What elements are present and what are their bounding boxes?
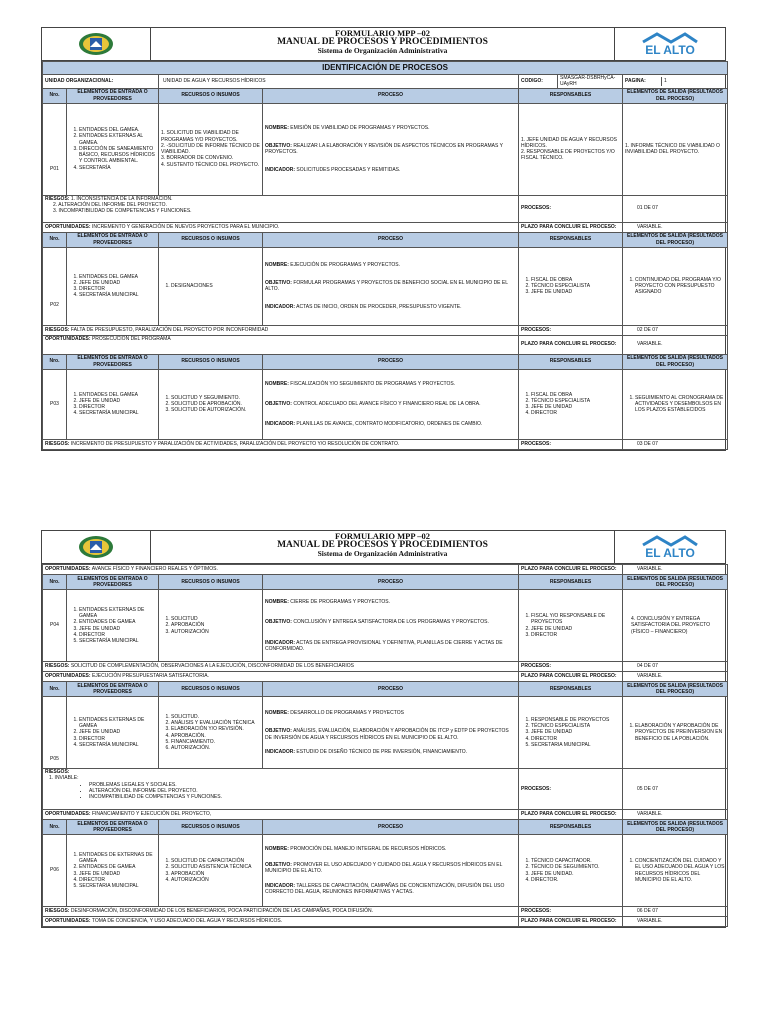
col-salida: ELEMENTOS DE SALIDA (RESULTADOS DEL PROCESO) (623, 820, 728, 835)
list-item: 1. SEGUIMIENTO AL CRONOGRAMA DE ACTIVIDADES Y DESEMBOLSOS EN LOS PLAZOS ESTABLECIDOS (635, 395, 725, 414)
objetivo-value: REALIZAR LA ELABORACIÓN Y REVISIÓN DE ASPECTOS TÉCNICOS EN PROGRAMAS Y PROYECTOS. (265, 142, 503, 155)
process-number: P03 (43, 369, 67, 439)
list-item: 4. SECRETARÍA MUNICIPAL (79, 742, 156, 748)
list-item: 2. JEFE DE UNIDAD (79, 398, 156, 404)
col-proceso: PROCESO (263, 820, 519, 835)
col-responsables: RESPONSABLES (519, 682, 623, 697)
process-table-2 (42, 564, 728, 927)
column-header-row (43, 820, 728, 835)
list-item: 2. SOLICITUD ASISTENCIA TÉCNICA (171, 864, 260, 870)
recursos-list (159, 697, 263, 769)
col-recursos: RECURSOS O INSUMOS (159, 820, 263, 835)
col-entrada: ELEMENTOS DE ENTRADA O PROVEEDORES (67, 682, 159, 697)
list-item: 2. APROBACIÓN (171, 622, 260, 628)
nombre-label: NOMBRE: (265, 261, 289, 268)
objetivo-value: CONCLUSIÓN Y ENTREGA SATISFACTORIA DE LOS PROGRAMAS Y PROYECTOS. (293, 619, 489, 626)
el-alto-logo (614, 28, 725, 60)
list-item: 4. DIRECTOR. (531, 877, 620, 883)
procesos-label: PROCESOS: (519, 662, 623, 672)
nombre-value: CIERRE DE PROGRAMAS Y PROYECTOS. (290, 599, 391, 605)
riesgos-cell (43, 325, 519, 335)
el-alto-logo (614, 531, 725, 563)
list-item: 3. APROBACIÓN (171, 871, 260, 877)
col-nro: Nro. (43, 232, 67, 247)
indicador-value: PLANILLAS DE AVANCE, CONTRATO MODIFICATORIO, ORDENES DE CAMBIO. (296, 421, 483, 428)
objetivo-label: OBJETIVO: (265, 400, 292, 407)
riesgos-cell (43, 662, 519, 672)
list-item: 1. CONCIENTIZACIÓN DEL CUIDADO Y EL USO ADECUADO DEL AGUA Y LOS RECURSOS HÍDRICOS DEL MUNICIPIO DE EL ALTO. (635, 858, 725, 883)
col-salida: ELEMENTOS DE SALIDA (RESULTADOS DEL PROCESO) (623, 575, 728, 590)
list-item: 2. ENTIDADES DE GAMEA (79, 619, 156, 625)
list-item: 2. JEFE DE UNIDAD (79, 280, 156, 286)
list-item: 3. JEFE DE UNIDAD (79, 626, 156, 632)
salida-list (623, 369, 728, 439)
list-item: 3. INCOMPATIBILIDAD DE COMPETENCIAS Y FUNCIONES. (53, 208, 192, 214)
municipal-seal-logo (42, 28, 151, 60)
col-recursos: RECURSOS O INSUMOS (159, 682, 263, 697)
column-header-row (43, 682, 728, 697)
list-item: 3. JEFE DE UNIDAD. (531, 871, 620, 877)
list-item: 1. DESIGNACIONES (171, 283, 260, 289)
plazo-label: PLAZO PARA CONCLUIR EL PROCESO: (519, 222, 623, 232)
procesos-label: PROCESOS: (519, 907, 623, 917)
list-item: 1. ENTIDADES EXTERNAS DE GAMEA (79, 607, 156, 620)
list-item: 3. DIRECTOR (79, 736, 156, 742)
process-number: P01 (43, 103, 67, 195)
nombre-value: EMISIÓN DE VIABILIDAD DE PROGRAMAS Y PROYECTOS. (290, 124, 430, 131)
riesgos-value: FALTA DE PRESUPUESTO, PARALIZACIÓN DEL PROYECTO POR INCONFORMIDAD (70, 326, 269, 333)
objetivo-label: OBJETIVO: (265, 728, 292, 735)
proceso-cell (263, 835, 519, 907)
plazo-label: PLAZO PARA CONCLUIR EL PROCESO: (519, 565, 623, 575)
col-recursos: RECURSOS O INSUMOS (159, 575, 263, 590)
col-proceso: PROCESO (263, 88, 519, 103)
nombre-label: NOMBRE: (265, 380, 289, 387)
indicador-value: ESTUDIO DE DISEÑO TÉCNICO DE PRE INVERSIÓN, FINANCIAMIENTO. (296, 748, 468, 755)
oportunidades-value: FINANCIAMIENTO Y EJECUCIÓN DEL PROYECTO, (91, 811, 212, 818)
objetivo-label: OBJETIVO: (265, 279, 292, 286)
plazo-value: VARIABLE. (623, 565, 728, 575)
list-item: 3. JEFE DE UNIDAD (531, 289, 620, 295)
list-item: 5. SECRETARIA MUNICIPAL (531, 742, 620, 748)
list-item: 5. SECRETARÍA MUNICIPAL (79, 638, 156, 644)
procesos-value: 01 DE 07 (623, 195, 728, 222)
entrada-list (67, 835, 159, 907)
list-item: 5. SECRETARIA MUNICIPAL (79, 883, 156, 889)
col-responsables: RESPONSABLES (519, 88, 623, 103)
process-row (43, 103, 728, 195)
riesgos-value: DESINFORMACIÓN, DISCONFORMIDAD DE LOS BENEFICIARIOS, POCA PARTICIPACIÓN DE LAS CAMPAÑAS, POCA DIFUSIÓN. (70, 908, 374, 915)
col-proceso: PROCESO (263, 682, 519, 697)
col-nro: Nro. (43, 354, 67, 369)
objetivo-value: FORMULAR PROGRAMAS Y PROYECTOS DE BENEFICIO SOCIAL EN EL MUNICIPIO DE EL ALTO. (265, 279, 508, 292)
indicador-label: INDICADOR: (265, 304, 295, 311)
proceso-cell (263, 697, 519, 769)
riesgos-value: INCREMENTO DE PRESUPUESTO Y PARALIZACIÓN DE ACTIVIDADES, PARALIZACIÓN DEL PROYECTO Y/O RESOLUCIÓN DE CONTRATO. (70, 440, 400, 447)
riesgos-cell (43, 195, 519, 222)
column-header-row (43, 88, 728, 103)
nombre-value: EJECUCIÓN DE PROGRAMAS Y PROYECTOS. (290, 261, 401, 268)
list-item: 3. BORRADOR DE CONVENIO. (161, 155, 234, 162)
list-item: 4. SECRETARÍA MUNICIPAL (79, 292, 156, 298)
list-item: 2. ENTIDADES EXTERNAS AL GAMEA. (79, 133, 156, 146)
list-item: 3. DIRECTOR (531, 632, 620, 638)
column-header-row (43, 232, 728, 247)
nombre-value: DESARROLLO DE PROGRAMAS Y PROYECTOS (290, 710, 404, 716)
col-responsables: RESPONSABLES (519, 232, 623, 247)
salida-list (623, 247, 728, 325)
oportunidades-label: OPORTUNIDADES: (45, 811, 91, 818)
list-item: 1. ENTIDADES DE EXTERNAS DE GAMEA (79, 852, 156, 865)
entrada-list (67, 247, 159, 325)
col-nro: Nro. (43, 575, 67, 590)
objetivo-label: OBJETIVO: (265, 862, 292, 869)
list-item: 1. ENTIDADES DEL GAMEA (79, 392, 156, 398)
system-title: Sistema de Organización Administrativa (317, 549, 448, 558)
oportunidades-cell (43, 672, 519, 682)
list-item: 1. JEFE UNIDAD DE AGUA Y RECURSOS HÍDRICOS. (521, 136, 617, 149)
band-title: IDENTIFICACIÓN DE PROCESOS (43, 62, 728, 75)
nombre-label: NOMBRE: (265, 845, 289, 852)
responsables-list (519, 103, 623, 195)
oportunidades-cell (43, 335, 519, 354)
list-item: 4. SUSTENTO TÉCNICO DEL PROYECTO. (161, 161, 260, 168)
plazo-value: VARIABLE. (623, 335, 728, 354)
indicador-label: INDICADOR: (265, 421, 295, 428)
col-recursos: RECURSOS O INSUMOS (159, 88, 263, 103)
plazo-label: PLAZO PARA CONCLUIR EL PROCESO: (519, 917, 623, 927)
col-entrada: ELEMENTOS DE ENTRADA O PROVEEDORES (67, 232, 159, 247)
procesos-label: PROCESOS: (519, 325, 623, 335)
list-item: 1. ELABORACIÓN Y APROBACIÓN DE PROYECTOS DE PREINVERSION EN BENEFICIO DE LA POBLACIÓN. (635, 723, 725, 742)
plazo-value: VARIABLE. (623, 672, 728, 682)
riesgos-label: RIESGOS: (45, 663, 70, 670)
list-item: 1. FISCAL DE OBRA (531, 277, 620, 283)
list-item: 1. ENTIDADES EXTERNAS DE GAMEA (79, 717, 156, 730)
process-number: P02 (43, 247, 67, 325)
list-item: 3. JEFE DE UNIDAD (79, 871, 156, 877)
entrada-list (67, 697, 159, 769)
objetivo-value: CONTROL ADECUADO DEL AVANCE FÍSICO Y FINANCIERO REAL DE LA OBRA. (293, 400, 481, 407)
unit-value: UNIDAD DE AGUA Y RECURSOS HÍDRICOS (159, 75, 519, 89)
list-item: 1. TÉCNICO CAPACITADOR. (531, 858, 620, 864)
list-item: 1. SOLICITUD Y SEGUIMIENTO. (171, 395, 260, 401)
indicador-label: INDICADOR: (265, 748, 295, 755)
list-item: 1. SOLICITUD. (171, 714, 260, 720)
list-item: 3. DIRECTOR (79, 286, 156, 292)
plazo-value: VARIABLE. (623, 810, 728, 820)
riesgos-label: RIESGOS: (45, 440, 70, 447)
process-table-1 (42, 61, 728, 450)
list-item: 3. DIRECTOR (79, 404, 156, 410)
list-item: 4. DIRECTOR (531, 410, 620, 416)
list-item: 2. ANÁLISIS Y EVALUACIÓN TÉCNICA (171, 720, 260, 726)
entrada-list (67, 369, 159, 439)
list-item: 2. RESPONSABLE DE PROYECTOS Y/O FISCAL TÉCNICO. (521, 149, 615, 162)
list-item: 1. RESPONSABLE DE PROYECTOS (531, 717, 620, 723)
oportunidades-value: TOMA DE CONCIENCIA, Y USO ADECUADO DEL AGUA Y RECURSOS HÍDRICOS. (91, 918, 283, 925)
list-item: 2. JEFE DE UNIDAD (531, 626, 620, 632)
salida-value: 4. CONCLUSIÓN Y ENTREGA SATISFACTORIA DEL PROYECTO (FÍSICO – FINANCIERO) (623, 590, 728, 662)
nombre-label: NOMBRE: (265, 599, 289, 605)
form-header (42, 28, 725, 61)
plazo-label: PLAZO PARA CONCLUIR EL PROCESO: (519, 335, 623, 354)
list-item: 4. SECRETARÍA (79, 165, 156, 171)
code-label: CODIGO: (519, 75, 558, 88)
proceso-cell (263, 590, 519, 662)
oportunidades-label: OPORTUNIDADES: (45, 335, 91, 342)
form-code: FORMULARIO MPP –02 (335, 28, 430, 38)
plazo-value: VARIABLE. (623, 917, 728, 927)
plazo-value: VARIABLE. (623, 222, 728, 232)
col-proceso: PROCESO (263, 232, 519, 247)
list-item: • INCOMPATIBILIDAD DE COMPETENCIAS Y FUNCIONES. (89, 794, 516, 800)
riesgos-cell (43, 907, 519, 917)
page-label: PAGINA: (623, 77, 662, 86)
responsables-list (519, 247, 623, 325)
process-row (43, 369, 728, 439)
list-item: 2. TÉCNICO ESPECIALISTA (531, 398, 620, 404)
col-responsables: RESPONSABLES (519, 820, 623, 835)
list-item: 2. SOLICITUD DE APROBACIÓN. (171, 401, 260, 407)
col-proceso: PROCESO (263, 575, 519, 590)
page-value: 1 (664, 78, 667, 85)
form-header (42, 531, 725, 564)
nombre-label: NOMBRE: (265, 710, 289, 716)
procesos-label: PROCESOS: (519, 439, 623, 449)
riesgos-label: RIESGOS: (45, 769, 70, 775)
col-proceso: PROCESO (263, 354, 519, 369)
oportunidades-cell (43, 565, 519, 575)
procesos-label: PROCESOS: (519, 769, 623, 810)
riesgos-cell (43, 769, 519, 810)
recursos-list (159, 247, 263, 325)
list-item: 2. ALTERACIÓN DEL INFORME DEL PROYECTO. (53, 201, 167, 208)
list-item: 3. JEFE DE UNIDAD (531, 404, 620, 410)
proceso-cell (263, 369, 519, 439)
proceso-cell (263, 247, 519, 325)
indicador-label: INDICADOR: (265, 167, 295, 174)
oportunidades-label: OPORTUNIDADES: (45, 566, 91, 573)
col-salida: ELEMENTOS DE SALIDA (RESULTADOS DEL PROCESO) (623, 354, 728, 369)
oportunidades-value: INCREMENTO Y GENERACIÓN DE NUEVOS PROYECTOS PARA EL MUNICIPIO. (91, 223, 280, 230)
nombre-label: NOMBRE: (265, 124, 289, 131)
list-item: 3. ELABORACIÓN Y/O REVISIÓN. (171, 726, 260, 732)
process-row (43, 590, 728, 662)
process-row (43, 697, 728, 769)
process-row (43, 247, 728, 325)
indicador-label: INDICADOR: (265, 882, 295, 889)
indicador-value: ACTAS DE INICIO, ORDEN DE PROCEDER, PRESUPUESTO VIGENTE. (296, 304, 462, 311)
list-item: 1. SOLICITUD DE VIABILIDAD DE PROGRAMAS Y/O PROYECTOS. (161, 130, 239, 143)
indicador-value: SOLICITUDES PROCESADAS Y REMITIDAS. (296, 167, 401, 174)
list-item: 4. DIRECTOR (79, 877, 156, 883)
unit-label: UNIDAD ORGANIZACIONAL: (43, 75, 159, 89)
recursos-list (159, 369, 263, 439)
list-item: 2. -SOLICITUD DE INFORME TÉCNICO DE VIABILIDAD. (161, 142, 260, 155)
col-entrada: ELEMENTOS DE ENTRADA O PROVEEDORES (67, 575, 159, 590)
indicador-value: ACTAS DE ENTREGA PROVISIONAL Y DEFINITIVA, PLANILLAS DE CIERRE Y ACTAS DE CONFORMIDAD. (265, 639, 503, 652)
list-item: 2. JEFE DE UNIDAD (79, 729, 156, 735)
code-value: SMASGAR-DSBRHyCA-UAyRH (560, 75, 616, 88)
list-item: 3. JEFE DE UNIDAD (531, 729, 620, 735)
recursos-list (159, 103, 263, 195)
entrada-list (67, 103, 159, 195)
list-item: 1. FISCAL DE OBRA (531, 392, 620, 398)
col-entrada: ELEMENTOS DE ENTRADA O PROVEEDORES (67, 820, 159, 835)
objetivo-value: PROMOVER EL USO ADECUADO Y CUIDADO DEL AGUA Y RECURSOS HÍDRICOS EN EL MUNICIPIO DE EL ALTO. (265, 862, 503, 875)
el-alto-logo-text: EL ALTO (645, 43, 695, 57)
form-page-2 (41, 530, 726, 928)
riesgos-value: SOLICITUD DE COMPLEMENTACIÓN, OBSERVACIONES A LA EJECUCIÓN, DISCONFORMIDAD DE LOS BENEFICIARIOS (70, 663, 354, 670)
col-entrada: ELEMENTOS DE ENTRADA O PROVEEDORES (67, 354, 159, 369)
list-item: 4. DIRECTOR (531, 736, 620, 742)
list-item: 2. ENTIDADES DE GAMEA (79, 864, 156, 870)
manual-title: MANUAL DE PROCESOS Y PROCEDIMIENTOS (277, 539, 488, 550)
list-item: 4. SECRETARÍA MUNICIPAL (79, 410, 156, 416)
oportunidades-value: EJECUCIÓN PRESUPUESTARIA SATISFACTORIA. (91, 673, 209, 680)
salida-list (623, 697, 728, 769)
procesos-value: 06 DE 07 (623, 907, 728, 917)
list-item: 1. ENTIDADES DEL GAMEA (79, 274, 156, 280)
recursos-list (159, 835, 263, 907)
list-item: 3. SOLICITUD DE AUTORIZACIÓN. (171, 407, 260, 413)
riesgos-label: RIESGOS: (45, 195, 70, 202)
col-nro: Nro. (43, 88, 67, 103)
list-item: 1. CONTINUIDAD DEL PROGRAMA Y/O PROYECTO CON PRESUPUESTO ASIGNADO (635, 277, 725, 296)
column-header-row (43, 575, 728, 590)
procesos-value: 02 DE 07 (623, 325, 728, 335)
procesos-value: 04 DE 07 (623, 662, 728, 672)
list-item: 4. AUTORIZACIÓN (171, 877, 260, 883)
riesgos-label: RIESGOS: (45, 908, 70, 915)
col-nro: Nro. (43, 820, 67, 835)
oportunidades-value: PROSECUCIÓN DEL PROGRAMA (91, 335, 171, 342)
riesgos-label: RIESGOS: (45, 326, 70, 333)
recursos-list (159, 590, 263, 662)
oportunidades-label: OPORTUNIDADES: (45, 918, 91, 925)
list-item: 3. DIRECCIÓN DE SANEAMIENTO BÁSICO, RECURSOS HÍDRICOS Y CONTROL AMBIENTAL. (79, 146, 156, 165)
oportunidades-cell (43, 917, 519, 927)
nombre-value: FISCALIZACIÓN Y/O SEGUIMIENTO DE PROGRAMAS Y PROYECTOS. (290, 380, 456, 387)
oportunidades-cell (43, 810, 519, 820)
responsables-list (519, 697, 623, 769)
municipal-seal-logo (42, 531, 151, 563)
nombre-value: PROMOCIÓN DEL MANEJO INTEGRAL DE RECURSOS HÍDRICOS. (290, 845, 447, 852)
form-code: FORMULARIO MPP –02 (335, 531, 430, 541)
process-row (43, 835, 728, 907)
indicador-label: INDICADOR: (265, 639, 295, 646)
col-entrada: ELEMENTOS DE ENTRADA O PROVEEDORES (67, 88, 159, 103)
list-item: 1. INCONSISTENCIA DE LA INFORMACIÓN. (70, 195, 173, 202)
list-item: 4. APROBACIÓN. (171, 733, 260, 739)
col-salida: ELEMENTOS DE SALIDA (RESULTADOS DEL PROCESO) (623, 232, 728, 247)
responsables-list (519, 835, 623, 907)
col-salida: ELEMENTOS DE SALIDA (RESULTADOS DEL PROCESO) (623, 88, 728, 103)
list-item: 2. TÉCNICO ESPECIALISTA (531, 283, 620, 289)
list-item: 2. TÉCNICO ESPECIALISTA (531, 723, 620, 729)
objetivo-value: ANÁLISIS, EVALUACIÓN, ELABORACIÓN Y APROBACIÓN DE ITCP y EDTP DE PROYECTOS DE INVERSIÓN DE AGUA Y RECURSOS HÍDRICOS EN EL MUNICIPIO DE EL ALTO. (265, 728, 509, 741)
oportunidades-value: AVANCE FÍSICO Y FINANCIERO REALES Y ÓPTIMOS. (91, 566, 218, 573)
plazo-label: PLAZO PARA CONCLUIR EL PROCESO: (519, 810, 623, 820)
list-item: 1. ENTIDADES DEL GAMEA. (79, 127, 156, 133)
objetivo-label: OBJETIVO: (265, 142, 292, 149)
process-number: P06 (43, 835, 67, 907)
column-header-row (43, 354, 728, 369)
plazo-label: PLAZO PARA CONCLUIR EL PROCESO: (519, 672, 623, 682)
procesos-value: 03 DE 07 (623, 439, 728, 449)
list-item: 2. TÉCNICO DE SEGUIMIENTO. (531, 864, 620, 870)
col-salida: ELEMENTOS DE SALIDA (RESULTADOS DEL PROCESO) (623, 682, 728, 697)
oportunidades-label: OPORTUNIDADES: (45, 223, 91, 230)
objetivo-label: OBJETIVO: (265, 619, 292, 626)
list-item: 5. FINANCIAMIENTO. (171, 739, 260, 745)
process-number: P05 (43, 697, 67, 769)
col-responsables: RESPONSABLES (519, 354, 623, 369)
col-recursos: RECURSOS O INSUMOS (159, 232, 263, 247)
responsables-list (519, 369, 623, 439)
list-item: 4. DIRECTOR (79, 632, 156, 638)
list-item: 1. FISCAL Y/O RESPONSABLE DE PROYECTOS (531, 613, 620, 626)
salida-value: 1. INFORME TÉCNICO DE VIABILIDAD O INVIABILIDAD DEL PROYECTO. (623, 103, 728, 195)
riesgos-cell (43, 439, 519, 449)
list-item: • PROBLEMAS LEGALES Y SOCIALES. (89, 782, 516, 788)
salida-list (623, 835, 728, 907)
oportunidades-cell (43, 222, 519, 232)
proceso-cell (263, 103, 519, 195)
procesos-label: PROCESOS: (519, 195, 623, 222)
responsables-list (519, 590, 623, 662)
system-title: Sistema de Organización Administrativa (317, 46, 448, 55)
procesos-value: 05 DE 07 (623, 769, 728, 810)
col-responsables: RESPONSABLES (519, 575, 623, 590)
manual-title: MANUAL DE PROCESOS Y PROCEDIMIENTOS (277, 36, 488, 47)
el-alto-logo-text: EL ALTO (645, 546, 695, 560)
list-item: 1. SOLICITUD (171, 616, 260, 622)
indicador-value: TALLERES DE CAPACITACIÓN, CAMPAÑAS DE CONCIENTIZACIÓN, DIFUSIÓN DEL USO CORRECTO DEL AGUA, REUNIONES INFORMATIVAS Y ACTAS. (265, 882, 505, 895)
entrada-list (67, 590, 159, 662)
list-item: 1. SOLICITUD DE CAPACITACIÓN (171, 858, 260, 864)
col-nro: Nro. (43, 682, 67, 697)
oportunidades-label: OPORTUNIDADES: (45, 673, 91, 680)
list-item: 6. AUTORIZACIÓN. (171, 745, 260, 751)
list-item: 3. AUTORIZACIÓN (171, 629, 260, 635)
form-page-1 (41, 27, 726, 451)
process-number: P04 (43, 590, 67, 662)
col-recursos: RECURSOS O INSUMOS (159, 354, 263, 369)
list-item: • ALTERACIÓN DEL INFORME DEL PROYECTO. (89, 788, 516, 794)
riesgos-heading: 1. INVIABLE: (49, 775, 79, 782)
